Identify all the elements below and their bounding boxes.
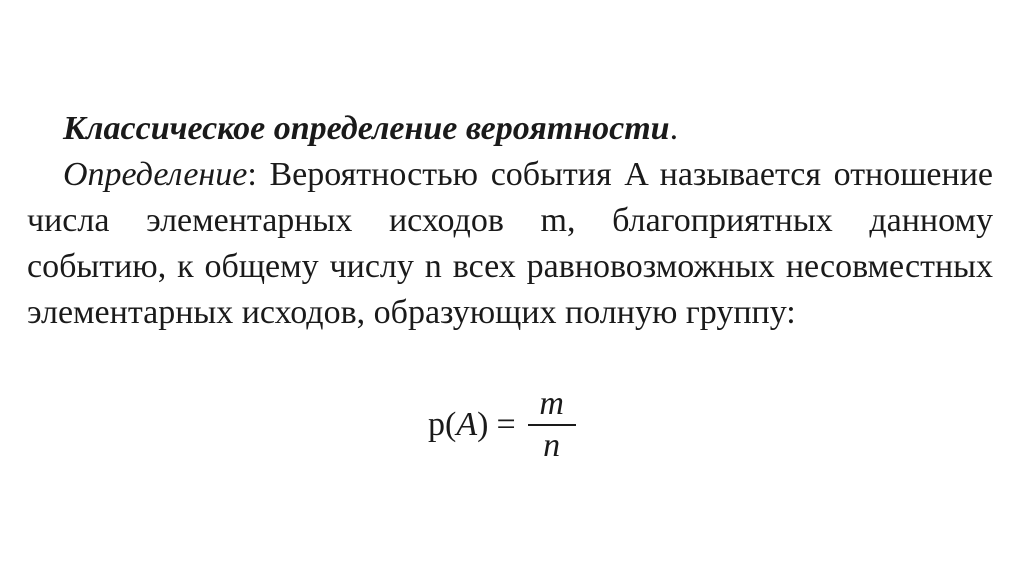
heading-period: . xyxy=(669,110,679,147)
fraction-numerator: m xyxy=(539,385,564,422)
formula-fraction xyxy=(528,384,576,466)
slide-heading xyxy=(27,106,993,152)
formula-equals: = xyxy=(496,406,516,443)
definition-lead xyxy=(27,156,257,193)
formula-open-paren: ( xyxy=(445,406,457,443)
slide-content xyxy=(27,106,993,336)
probability-formula xyxy=(428,380,576,470)
definition-text: Вероятностью события A называется отношение числа элементарных исходов m, благоприятных данному событию, к общему числу n всех равновозможных несовместных элементарных исходов, образующих полную группу: xyxy=(27,156,993,331)
fraction-denominator: n xyxy=(543,427,561,464)
heading-title: Классическое определение вероятности xyxy=(63,110,670,147)
formula-function: p xyxy=(428,406,445,443)
definition-paragraph xyxy=(27,152,993,336)
definition-colon: : xyxy=(247,156,257,193)
definition-term: Определение xyxy=(63,156,248,193)
formula-argument: A xyxy=(456,406,478,443)
formula-close-paren: ) xyxy=(477,406,489,443)
